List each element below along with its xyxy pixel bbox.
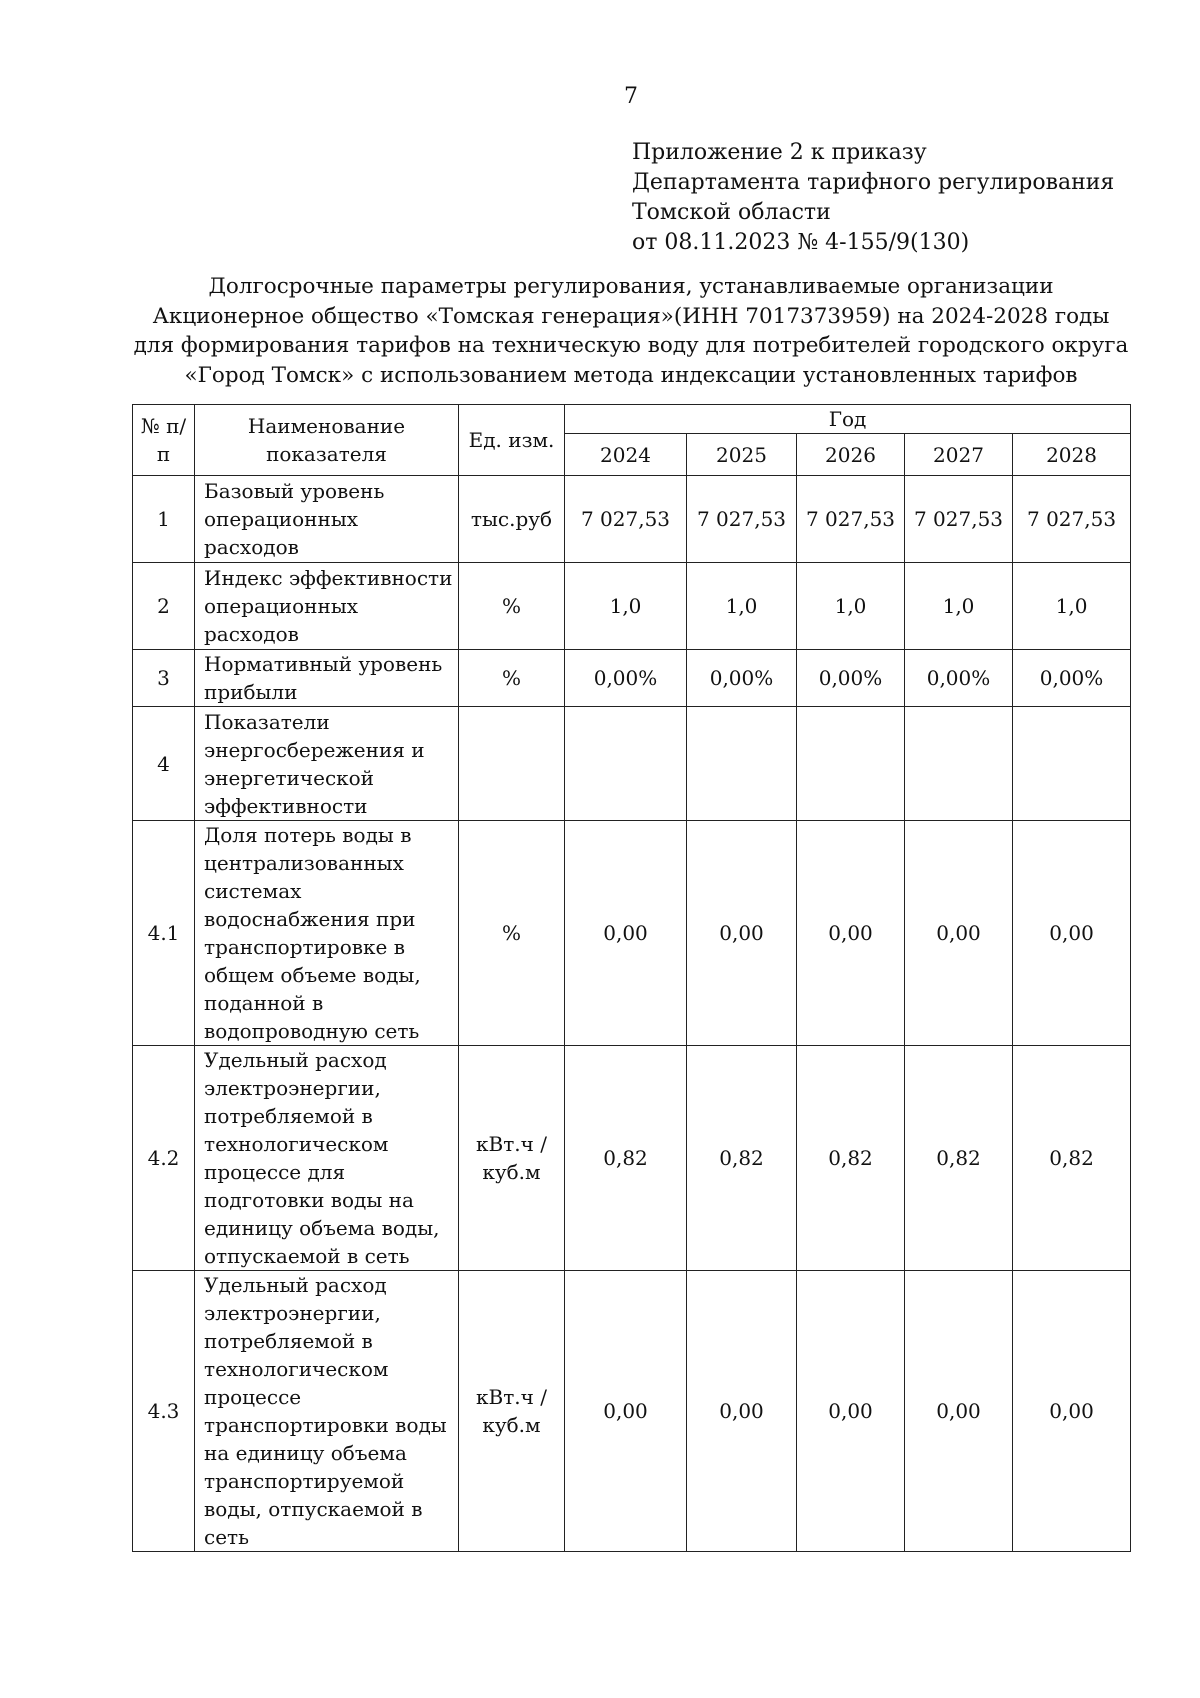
appendix-block [632,138,1114,258]
title-line: Акционерное общество «Томская генерация»(ИНН 7017373959) на 2024-2028 годы [152,303,1110,329]
row-value: 7 027,53 [797,476,905,563]
row-value: 0,00 [905,1271,1013,1552]
row-value: 0,00 [687,821,797,1046]
title-line: для формирования тарифов на техническую воду для потребителей городского округа [133,333,1129,358]
row-unit: % [459,563,565,650]
row-name: Индекс эффективности операционных расходов [195,563,459,650]
appendix-order-line: от 08.11.2023 № 4-155/9(130) [632,230,970,255]
title-line: Долгосрочные параметры регулирования, устанавливаемые организации [208,274,1054,299]
header-unit: Ед. изм. [459,405,565,476]
row-unit: кВт.ч / куб.м [459,1046,565,1271]
appendix-line: Приложение 2 к приказу [632,140,927,165]
row-num: 1 [133,476,195,563]
row-value: 7 027,53 [1013,476,1131,563]
header-year: 2024 [565,434,687,476]
table-row [133,707,1131,821]
header-year-group: Год [565,405,1131,434]
table-row [133,821,1131,1046]
row-value: 0,00 [1013,821,1131,1046]
header-name: Наименование показателя [195,405,459,476]
row-value: 1,0 [905,563,1013,650]
row-value: 7 027,53 [565,476,687,563]
row-name: Нормативный уровень прибыли [195,650,459,707]
row-name: Базовый уровень операционных расходов [195,476,459,563]
parameters-table [132,404,1131,1552]
row-num: 2 [133,563,195,650]
row-value: 7 027,53 [687,476,797,563]
row-value: 0,00 [797,1271,905,1552]
row-value: 0,82 [905,1046,1013,1271]
table-row [133,563,1131,650]
header-year: 2026 [797,434,905,476]
row-value: 0,82 [1013,1046,1131,1271]
row-unit: тыс.руб [459,476,565,563]
row-num: 4.3 [133,1271,195,1552]
row-name: Удельный расход электроэнергии, потребляемой в технологическом процессе транспортировки воды на единицу объема транспортируемой воды, отпускаемой в сеть [195,1271,459,1552]
row-value: 0,00% [687,650,797,707]
table-row [133,650,1131,707]
row-value: 0,00% [1013,650,1131,707]
row-value [905,707,1013,821]
row-name: Показатели энергосбережения и энергетической эффективности [195,707,459,821]
row-value: 0,00 [1013,1271,1131,1552]
header-year: 2028 [1013,434,1131,476]
row-unit: % [459,650,565,707]
page-number: 7 [624,84,638,109]
row-num: 4.2 [133,1046,195,1271]
row-value: 0,82 [687,1046,797,1271]
header-year: 2027 [905,434,1013,476]
row-value: 0,00 [905,821,1013,1046]
row-num: 3 [133,650,195,707]
document-title [132,272,1130,390]
row-value: 1,0 [687,563,797,650]
row-value: 0,00% [565,650,687,707]
row-value: 0,00% [797,650,905,707]
row-value: 0,00 [565,821,687,1046]
row-value: 7 027,53 [905,476,1013,563]
header-year: 2025 [687,434,797,476]
row-value: 0,82 [565,1046,687,1271]
appendix-line: Департамента тарифного регулирования [632,170,1115,195]
row-num: 4.1 [133,821,195,1046]
row-value: 1,0 [565,563,687,650]
row-unit [459,707,565,821]
appendix-line: Томской области [632,200,831,225]
row-value: 0,82 [797,1046,905,1271]
row-num: 4 [133,707,195,821]
row-value: 0,00% [905,650,1013,707]
row-unit: кВт.ч / куб.м [459,1271,565,1552]
row-name: Доля потерь воды в централизованных системах водоснабжения при транспортировке в общем объеме воды, поданной в водопроводную сеть [195,821,459,1046]
row-value: 0,00 [797,821,905,1046]
row-value: 0,00 [687,1271,797,1552]
row-value [1013,707,1131,821]
row-value: 1,0 [1013,563,1131,650]
row-value [687,707,797,821]
header-num: № п/п [133,405,195,476]
title-line: «Город Томск» с использованием метода индексации установленных тарифов [184,362,1078,388]
row-value [565,707,687,821]
table-row [133,476,1131,563]
table-row [133,1271,1131,1552]
row-unit: % [459,821,565,1046]
row-value: 1,0 [797,563,905,650]
row-value: 0,00 [565,1271,687,1552]
row-value [797,707,905,821]
table-row [133,1046,1131,1271]
row-name: Удельный расход электроэнергии, потребляемой в технологическом процессе для подготовки воды на единицу объема воды, отпускаемой в сеть [195,1046,459,1271]
